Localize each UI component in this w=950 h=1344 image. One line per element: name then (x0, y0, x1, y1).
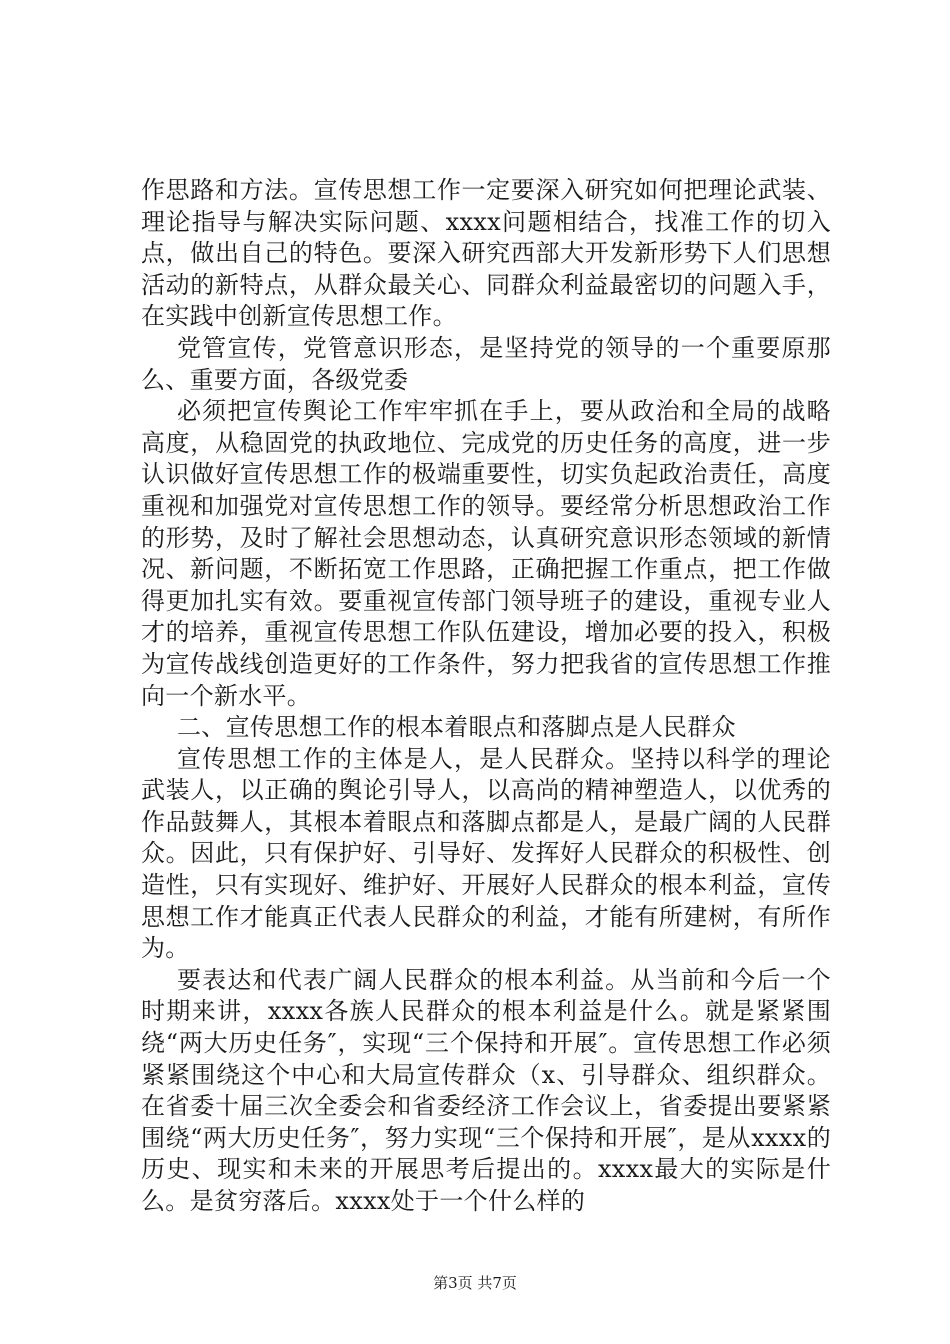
document-body (141, 175, 831, 1218)
paragraph-2: 党管宣传，党管意识形态，是坚持党的领导的一个重要原那么、重要方面，各级党委 (141, 333, 831, 394)
page-footer: 第3页 共7页 (433, 1274, 517, 1292)
paragraph-4: 宣传思想工作的主体是人，是人民群众。坚持以科学的理论武装人，以正确的舆论引导人，以高尚的精神塑造人，以优秀的作品鼓舞人，其根本着眼点和落脚点都是人，是最广阔的人民群众。因此，只有保护好、引导好、发挥好人民群众的积极性、创造性，只有实现好、维护好、开展好人民群众的根本利益，宣传思想工作才能真正代表人民群众的利益，才能有所建树，有所作为。 (141, 744, 831, 963)
paragraph-3: 必须把宣传舆论工作牢牢抓在手上，要从政治和全局的战略高度，从稳固党的执政地位、完成党的历史任务的高度，进一步认识做好宣传思想工作的极端重要性，切实负起政治责任，高度重视和加强党对宣传思想工作的领导。要经常分析思想政治工作的形势，及时了解社会思想动态，认真研究意识形态领域的新情况、新问题，不断拓宽工作思路，正确把握工作重点，把工作做得更加扎实有效。要重视宣传部门领导班子的建设，重视专业人才的培养，重视宣传思想工作队伍建设，增加必要的投入，积极为宣传战线创造更好的工作条件，努力把我省的宣传思想工作推向一个新水平。 (141, 397, 831, 710)
section-heading: 二、宣传思想工作的根本着眼点和落脚点是人民群众 (177, 713, 736, 742)
paragraph-5: 要表达和代表广阔人民群众的根本利益。从当前和今后一个时期来讲，xxxx各族人民群众的根本利益是什么。就是紧紧围绕“两大历史任务″，实现“三个保持和开展″。宣传思想工作必须紧紧围绕这个中心和大局宣传群众（x、引导群众、组织群众。在省委十届三次全委会和省委经济工作会议上，省委提出要紧紧围绕“两大历史任务″，努力实现“三个保持和开展″，是从xxxx的历史、现实和未来的开展思考后提出的。xxxx最大的实际是什么。是贫穷落后。xxxx处于一个什么样的 (141, 965, 831, 1215)
paragraph-1: 作思路和方法。宣传思想工作一定要深入研究如何把理论武装、理论指导与解决实际问题、xxxx问题相结合，找准工作的切入点，做出自己的特色。要深入研究西部大开发新形势下人们思想活动的新特点，从群众最关心、同群众利益最密切的问题入手，在实践中创新宣传思想工作。 (141, 176, 831, 331)
